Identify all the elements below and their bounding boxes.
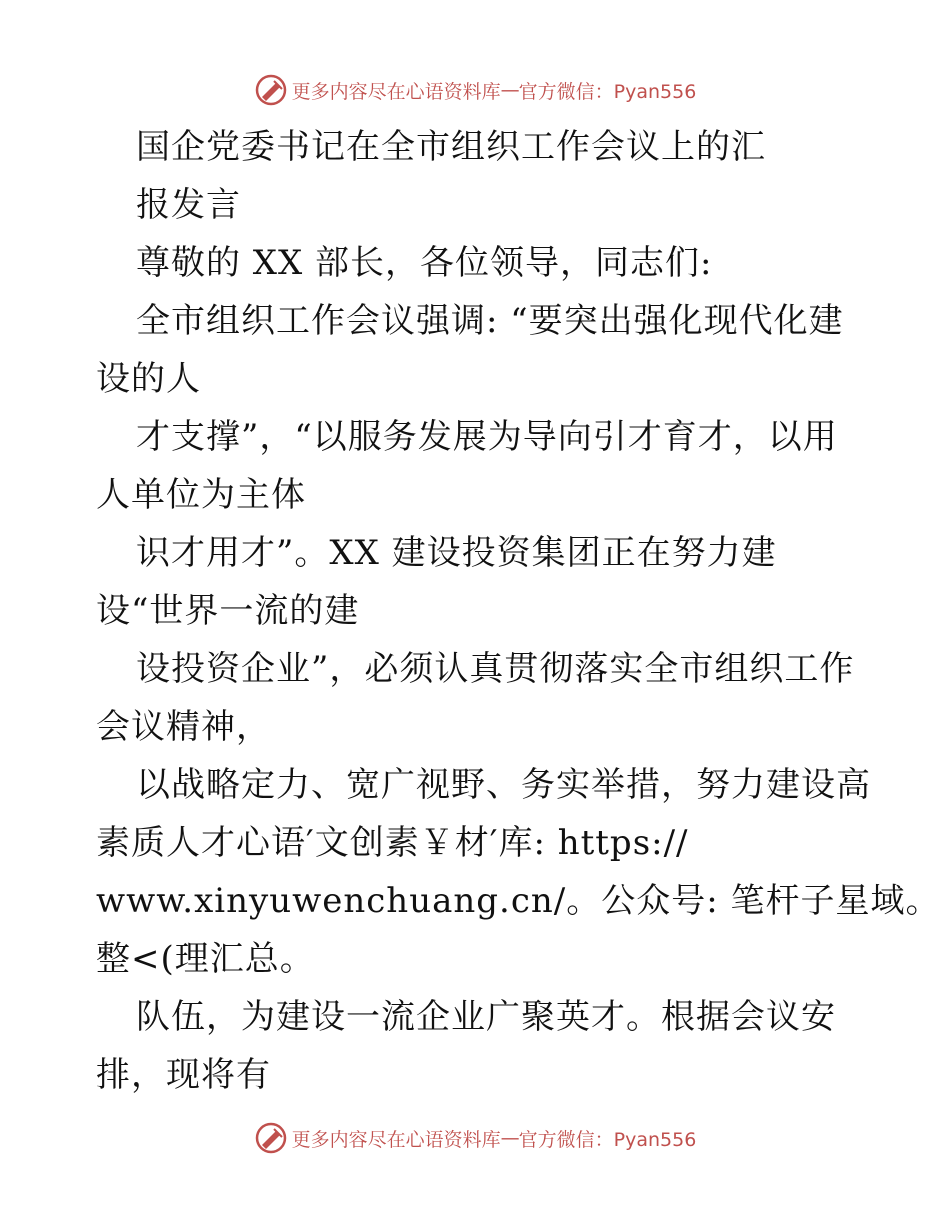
document-body (96, 118, 941, 1104)
banner-wechat-text: 官方微信：Pyan556 (518, 80, 697, 103)
text-line: 尊敬的 XX 部长，各位领导，同志们: (136, 243, 713, 283)
text-line: 设“世界一流的建 (96, 591, 360, 631)
text-line: 以战略定力、宽广视野、务实举措，努力建设高 (136, 765, 871, 805)
banner-brand-text: 更多内容尽在心语资料库 (291, 1128, 501, 1151)
text-line: 设的人 (96, 359, 201, 399)
text-line: 排，现将有 (96, 1055, 271, 1095)
text-line: 报发言 (136, 185, 241, 225)
text-line: 会议精神， (96, 707, 271, 747)
footer-banner (0, 1118, 950, 1158)
pen-logo-icon (254, 1121, 288, 1155)
banner-dash: — (500, 1127, 519, 1149)
banner-dash: — (500, 79, 519, 101)
text-line: 识才用才”。XX 建设投资集团正在努力建 (136, 533, 777, 573)
banner-wechat-text: 官方微信：Pyan556 (518, 1128, 697, 1151)
text-line: 全市组织工作会议强调: “要突出强化现代化建 (136, 301, 844, 341)
text-line: 才支撑”，“以服务发展为导向引才育才，以用 (136, 417, 838, 457)
text-line: 队伍，为建设一流企业广聚英才。根据会议安 (136, 997, 836, 1037)
pen-logo-icon (254, 73, 288, 107)
text-line: 国企党委书记在全市组织工作会议上的汇 (136, 127, 766, 167)
text-line: www.xinyuwenchuang.cn/。公众号: 笔杆子星域。 (96, 881, 941, 921)
text-line: 设投资企业”，必须认真贯彻落实全市组织工作 (136, 649, 855, 689)
banner-brand-text: 更多内容尽在心语资料库 (291, 80, 501, 103)
header-banner (0, 70, 950, 110)
text-line: 素质人才心语′文创素￥材′库: https:// (96, 823, 689, 863)
text-line: 人单位为主体 (96, 475, 306, 515)
text-line: 整<(理汇总。 (96, 939, 315, 979)
